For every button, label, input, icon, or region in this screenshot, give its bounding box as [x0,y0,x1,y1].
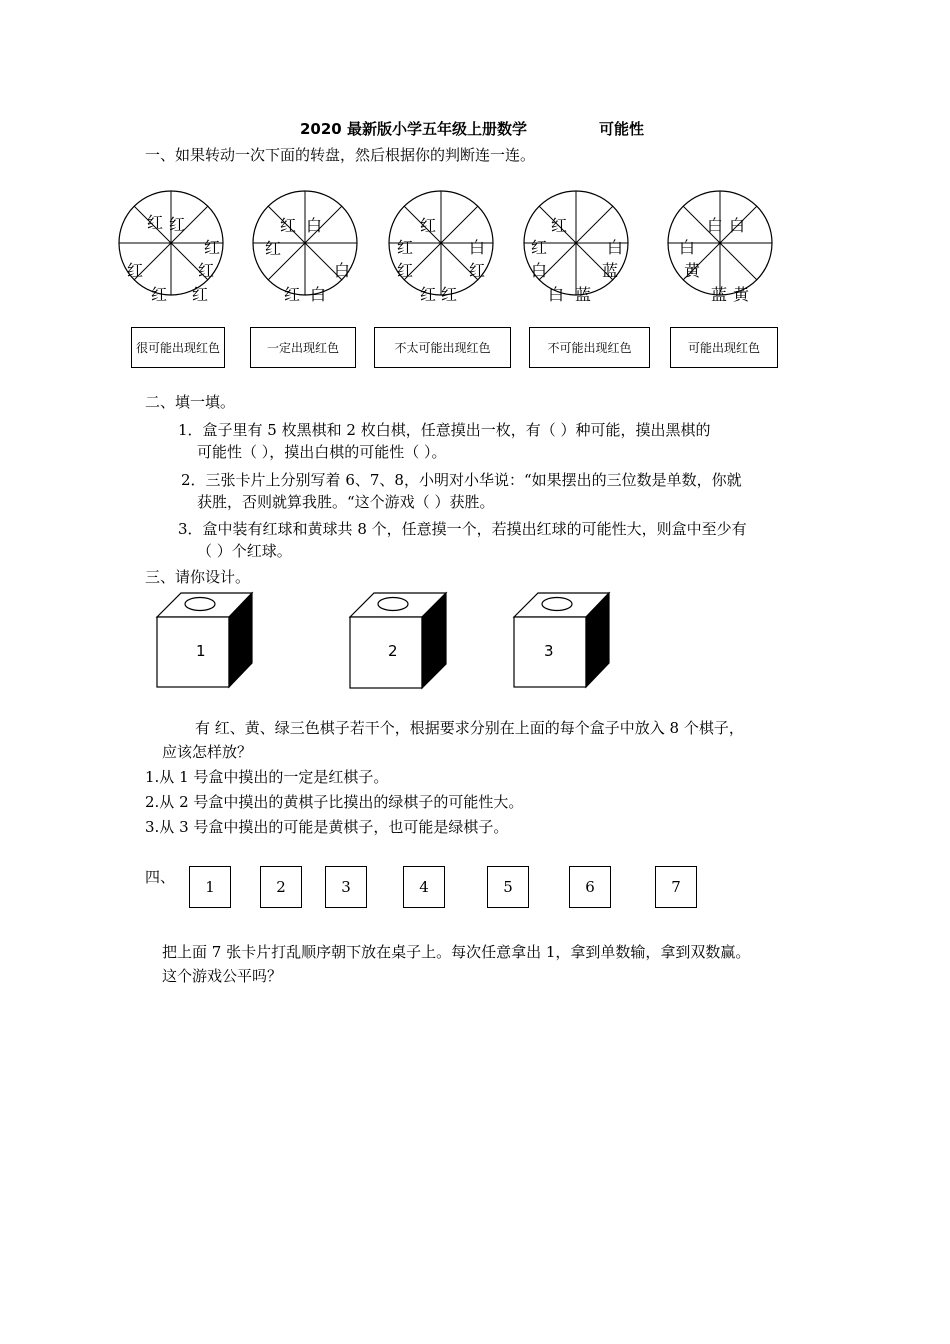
option-box[interactable]: 很可能出现红色 [131,327,225,368]
spinner-label: 红 [204,238,221,257]
section2-heading: 二、填一填。 [145,393,236,411]
spinner-4 [524,191,628,304]
number-card: 5 [487,866,529,908]
box-number: 3 [544,642,554,660]
spinner-label: 红 [280,216,297,235]
number-card: 3 [325,866,367,908]
spinner-label: 红 [551,216,568,235]
q3-line2: （ ）个红球。 [197,542,292,560]
spinners-figure [0,180,950,310]
spinner-label: 蓝 [602,261,619,280]
option-box[interactable]: 不可能出现红色 [529,327,650,368]
spinner-label: 红 [127,261,144,280]
spinner-label: 红 [151,285,168,304]
spinner-label: 红 [147,213,164,232]
spinner-1 [119,191,223,304]
spinner-label: 白 [729,216,746,235]
spinner-label: 红 [284,285,301,304]
option-box[interactable]: 一定出现红色 [250,327,356,368]
number-card: 4 [403,866,445,908]
section3-heading: 三、请你设计。 [145,568,251,586]
q2-line1: 2．三张卡片上分别写着 6、7、8，小明对小华说：“如果摆出的三位数是单数，你就 [181,471,742,489]
option-box[interactable]: 不太可能出现红色 [374,327,511,368]
spinner-2 [253,191,357,304]
topic-title: 可能性 [599,120,645,138]
spinner-label: 红 [420,285,437,304]
spinner-label: 红 [198,261,215,280]
game-text-line2: 这个游戏公平吗？ [162,967,283,985]
box-1 [157,593,252,687]
spinner-label: 红 [420,216,437,235]
game-text-line1: 把上面 7 张卡片打乱顺序朝下放在桌子上。每次任意拿出 1，拿到单数输，拿到双数赢。 [162,943,751,961]
spinner-label: 白 [306,216,323,235]
spinner-label: 白 [310,285,327,304]
spinner-5 [668,191,772,304]
number-card: 6 [569,866,611,908]
number-card: 2 [260,866,302,908]
box-number: 2 [388,642,398,660]
spinner-label: 红 [192,285,209,304]
spinner-label: 白 [707,216,724,235]
spinner-label: 白 [334,261,351,280]
q1-line2: 可能性（ ），摸出白棋的可能性（ ）。 [197,443,447,461]
option-box[interactable]: 可能出现红色 [670,327,778,368]
design-intro-line2: 应该怎样放？ [162,743,253,761]
spinner-3 [389,191,493,304]
design-item-1: 1.从 1 号盒中摸出的一定是红棋子。 [145,768,389,786]
spinner-label: 白 [469,238,486,257]
box-number: 1 [196,642,206,660]
spinner-label: 黄 [733,285,750,304]
q1-line1: 1．盒子里有 5 枚黑棋和 2 枚白棋，任意摸出一枚，有（ ）种可能，摸出黑棋的 [178,421,711,439]
spinner-label: 红 [531,238,548,257]
spinner-label: 白 [679,238,696,257]
spinner-label: 红 [469,261,486,280]
q2-line2: 获胜，否则就算我胜。“这个游戏（ ）获胜。 [197,493,495,511]
design-item-3: 3.从 3 号盒中摸出的可能是黄棋子，也可能是绿棋子。 [145,818,509,836]
spinner-label: 白 [548,285,565,304]
spinner-label: 红 [265,239,282,258]
spinner-label: 黄 [684,261,701,280]
spinner-label: 红 [169,215,186,234]
design-item-2: 2.从 2 号盒中摸出的黄棋子比摸出的绿棋子的可能性大。 [145,793,524,811]
spinner-label: 蓝 [575,285,592,304]
spinner-label: 红 [397,261,414,280]
spinner-label: 红 [397,238,414,257]
section4-heading: 四、 [145,868,176,886]
design-intro-line1: 有 红、黄、绿三色棋子若干个，根据要求分别在上面的每个盒子中放入 8 个棋子， [195,719,744,737]
box-2 [350,593,446,688]
spinner-label: 红 [441,285,458,304]
box-3 [514,593,609,687]
section1-heading: 一、如果转动一次下面的转盘，然后根据你的判断连一连。 [145,146,536,164]
number-card: 7 [655,866,697,908]
spinner-label: 白 [607,238,624,257]
number-card: 1 [189,866,231,908]
q3-line1: 3．盒中装有红球和黄球共 8 个，任意摸一个，若摸出红球的可能性大，则盒中至少有 [178,520,747,538]
page-title: 2020 最新版小学五年级上册数学 [300,120,527,138]
spinner-label: 蓝 [711,285,728,304]
boxes-figure [0,590,950,695]
spinner-label: 白 [531,261,548,280]
